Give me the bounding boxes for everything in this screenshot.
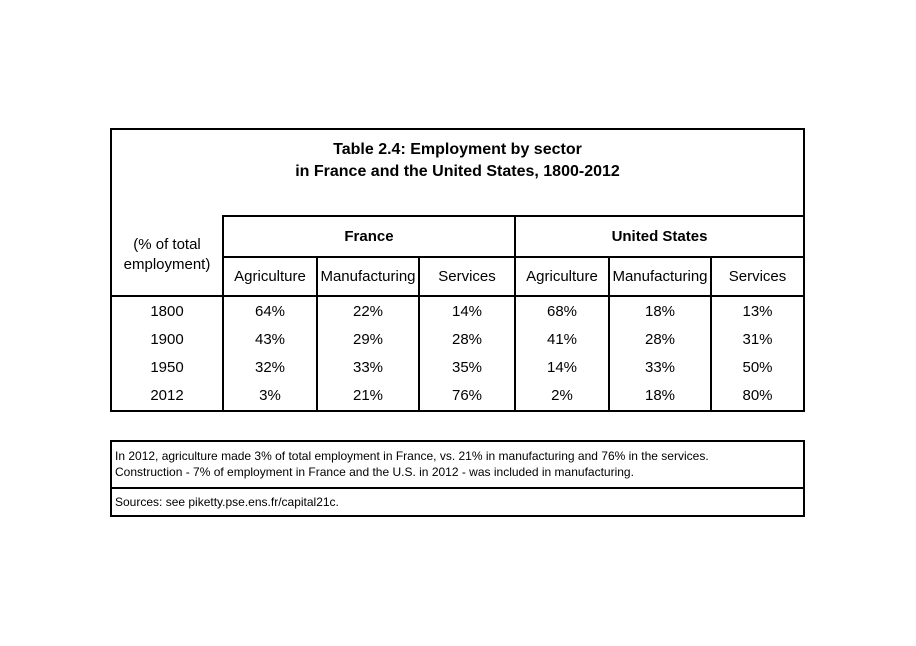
column-header-us-agriculture: Agriculture <box>514 258 608 297</box>
sources-section <box>112 489 803 511</box>
value-1950-france-services: 35% <box>418 354 514 382</box>
value-1900-us-manufacturing: 28% <box>608 325 710 353</box>
table-title-line2: in France and the United States, 1800-2012 <box>295 163 620 180</box>
value-1800-us-agriculture: 68% <box>514 297 608 325</box>
value-2012-us-manufacturing: 18% <box>608 382 710 410</box>
value-1800-us-services: 13% <box>710 297 803 325</box>
row-header-unit-line2: employment) <box>123 256 211 273</box>
column-group-united-states: United States <box>514 215 803 258</box>
employment-table-grid <box>112 130 803 410</box>
value-2012-france-agriculture: 3% <box>222 382 316 410</box>
row-header-unit-label <box>112 215 222 297</box>
value-1900-us-services: 31% <box>710 325 803 353</box>
value-1900-us-agriculture: 41% <box>514 325 608 353</box>
row-year-1900: 1900 <box>150 330 184 348</box>
column-header-france-agriculture: Agriculture <box>222 258 316 297</box>
value-2012-france-manufacturing: 21% <box>316 382 418 410</box>
note-line-1: In 2012, agriculture made 3% of total employment in France, vs. 21% in manufacturing and 76% in the services. <box>115 449 709 463</box>
value-1900-france-services: 28% <box>418 325 514 353</box>
value-1900-france-manufacturing: 29% <box>316 325 418 353</box>
value-1800-us-manufacturing: 18% <box>608 297 710 325</box>
value-2012-us-agriculture: 2% <box>514 382 608 410</box>
table-title-line1: Table 2.4: Employment by sector <box>333 141 582 158</box>
row-year-1800: 1800 <box>150 302 184 320</box>
value-1950-us-agriculture: 14% <box>514 354 608 382</box>
column-header-us-manufacturing: Manufacturing <box>608 258 710 297</box>
column-header-france-manufacturing: Manufacturing <box>316 258 418 297</box>
value-1950-us-services: 50% <box>710 354 803 382</box>
row-header-unit-line1: (% of total <box>133 236 201 253</box>
value-1950-france-agriculture: 32% <box>222 354 316 382</box>
value-1800-france-manufacturing: 22% <box>316 297 418 325</box>
row-year-1950: 1950 <box>150 359 184 377</box>
value-2012-us-services: 80% <box>710 382 803 410</box>
table-title <box>112 130 803 215</box>
employment-table <box>110 128 805 412</box>
value-1950-us-manufacturing: 33% <box>608 354 710 382</box>
column-header-us-services: Services <box>710 258 803 297</box>
row-year-2012: 2012 <box>150 387 184 405</box>
value-1800-france-services: 14% <box>418 297 514 325</box>
table-notes <box>112 442 803 489</box>
value-1950-france-manufacturing: 33% <box>316 354 418 382</box>
value-2012-france-services: 76% <box>418 382 514 410</box>
column-group-france: France <box>222 215 514 258</box>
column-header-france-services: Services <box>418 258 514 297</box>
value-1800-france-agriculture: 64% <box>222 297 316 325</box>
notes-box <box>110 440 805 517</box>
note-line-2: Construction - 7% of employment in France and the U.S. in 2012 - was included in manufacturing. <box>115 464 634 479</box>
sources-line: Sources: see piketty.pse.ens.fr/capital21c. <box>115 495 339 509</box>
value-1900-france-agriculture: 43% <box>222 325 316 353</box>
